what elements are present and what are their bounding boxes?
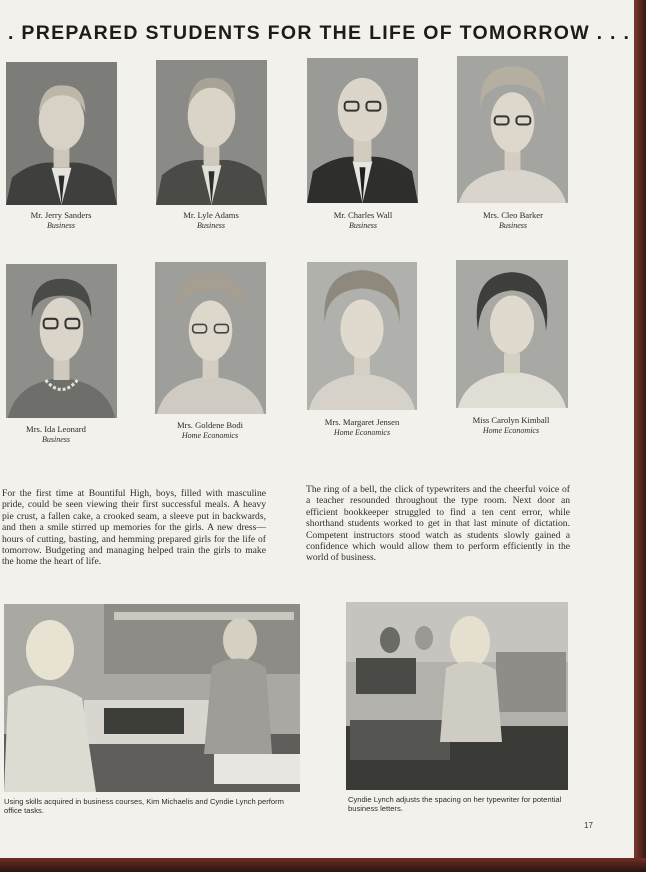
faculty-dept: Business bbox=[197, 220, 225, 230]
faculty-dept: Home Economics bbox=[333, 427, 391, 437]
caption-ida-leonard bbox=[0, 425, 131, 444]
page-heading: . PREPARED STUDENTS FOR THE LIFE OF TOMORROW . . . bbox=[8, 22, 631, 44]
faculty-dept: Business bbox=[499, 220, 527, 230]
faculty-name: Mr. Jerry Sanders bbox=[30, 210, 92, 220]
faculty-name: Mr. Lyle Adams bbox=[183, 210, 239, 220]
body-text-business: The ring of a bell, the click of typewriters and the cheerful voice of a teacher resounded throughout the type room. Next door an efficient bookkeeper struggled to find a ten cent error, while shorthand students worked to get in that last minute of dictation. Competent instructors stood watch as students slowly gained a confidence which would allow them to perform efficiently in the world of business. bbox=[306, 484, 570, 564]
body-text-home-economics: For the first time at Bountiful High, boys, filled with masculine pride, could be seen viewing their first successful meals. A heavy pie crust, a fallen cake, a crooked seam, a sleeve put in backwards, and then a smile stirred up memories for the girls. A new dress—hours of cutting, basting, and hemming prepared girls for the life of tomorrow. Budgeting and managing helped train the girls to make the home the heart of life. bbox=[2, 488, 266, 568]
faculty-dept: Business bbox=[47, 220, 75, 230]
portrait-margaret-jensen bbox=[307, 262, 417, 410]
faculty-dept: Business bbox=[349, 220, 377, 230]
faculty-dept: Home Economics bbox=[181, 430, 239, 440]
caption-cleo-barker bbox=[438, 211, 588, 230]
portrait-charles-wall bbox=[307, 58, 418, 203]
portrait-lyle-adams bbox=[156, 60, 267, 205]
caption-carolyn-kimball bbox=[436, 416, 586, 435]
photo-typewriter bbox=[346, 602, 568, 790]
faculty-name: Mrs. Margaret Jensen bbox=[324, 417, 400, 427]
portrait-goldene-bodi bbox=[155, 262, 266, 414]
portrait-cleo-barker bbox=[457, 56, 568, 203]
faculty-name: Mr. Charles Wall bbox=[333, 210, 393, 220]
faculty-dept: Business bbox=[42, 434, 70, 444]
caption-office-tasks: Using skills acquired in business courses, Kim Michaelis and Cyndie Lynch perform office tasks. bbox=[4, 797, 284, 815]
caption-goldene-bodi bbox=[135, 421, 285, 440]
photo-office-tasks bbox=[4, 604, 300, 792]
portrait-ida-leonard bbox=[6, 264, 117, 418]
book-edge-right bbox=[634, 0, 646, 872]
portrait-jerry-sanders bbox=[6, 62, 117, 205]
faculty-name: Miss Carolyn Kimball bbox=[472, 415, 550, 425]
caption-typewriter: Cyndie Lynch adjusts the spacing on her typewriter for potential business letters. bbox=[348, 795, 562, 813]
faculty-dept: Home Economics bbox=[482, 425, 540, 435]
caption-margaret-jensen bbox=[287, 418, 437, 437]
book-edge-bottom bbox=[0, 858, 646, 872]
faculty-name: Mrs. Goldene Bodi bbox=[176, 420, 244, 430]
portrait-carolyn-kimball bbox=[456, 260, 568, 408]
faculty-name: Mrs. Cleo Barker bbox=[483, 210, 543, 220]
caption-jerry-sanders bbox=[0, 211, 136, 230]
caption-lyle-adams bbox=[136, 211, 286, 230]
page-number: 17 bbox=[584, 821, 593, 830]
faculty-name: Mrs. Ida Leonard bbox=[26, 424, 86, 434]
caption-charles-wall bbox=[288, 211, 438, 230]
